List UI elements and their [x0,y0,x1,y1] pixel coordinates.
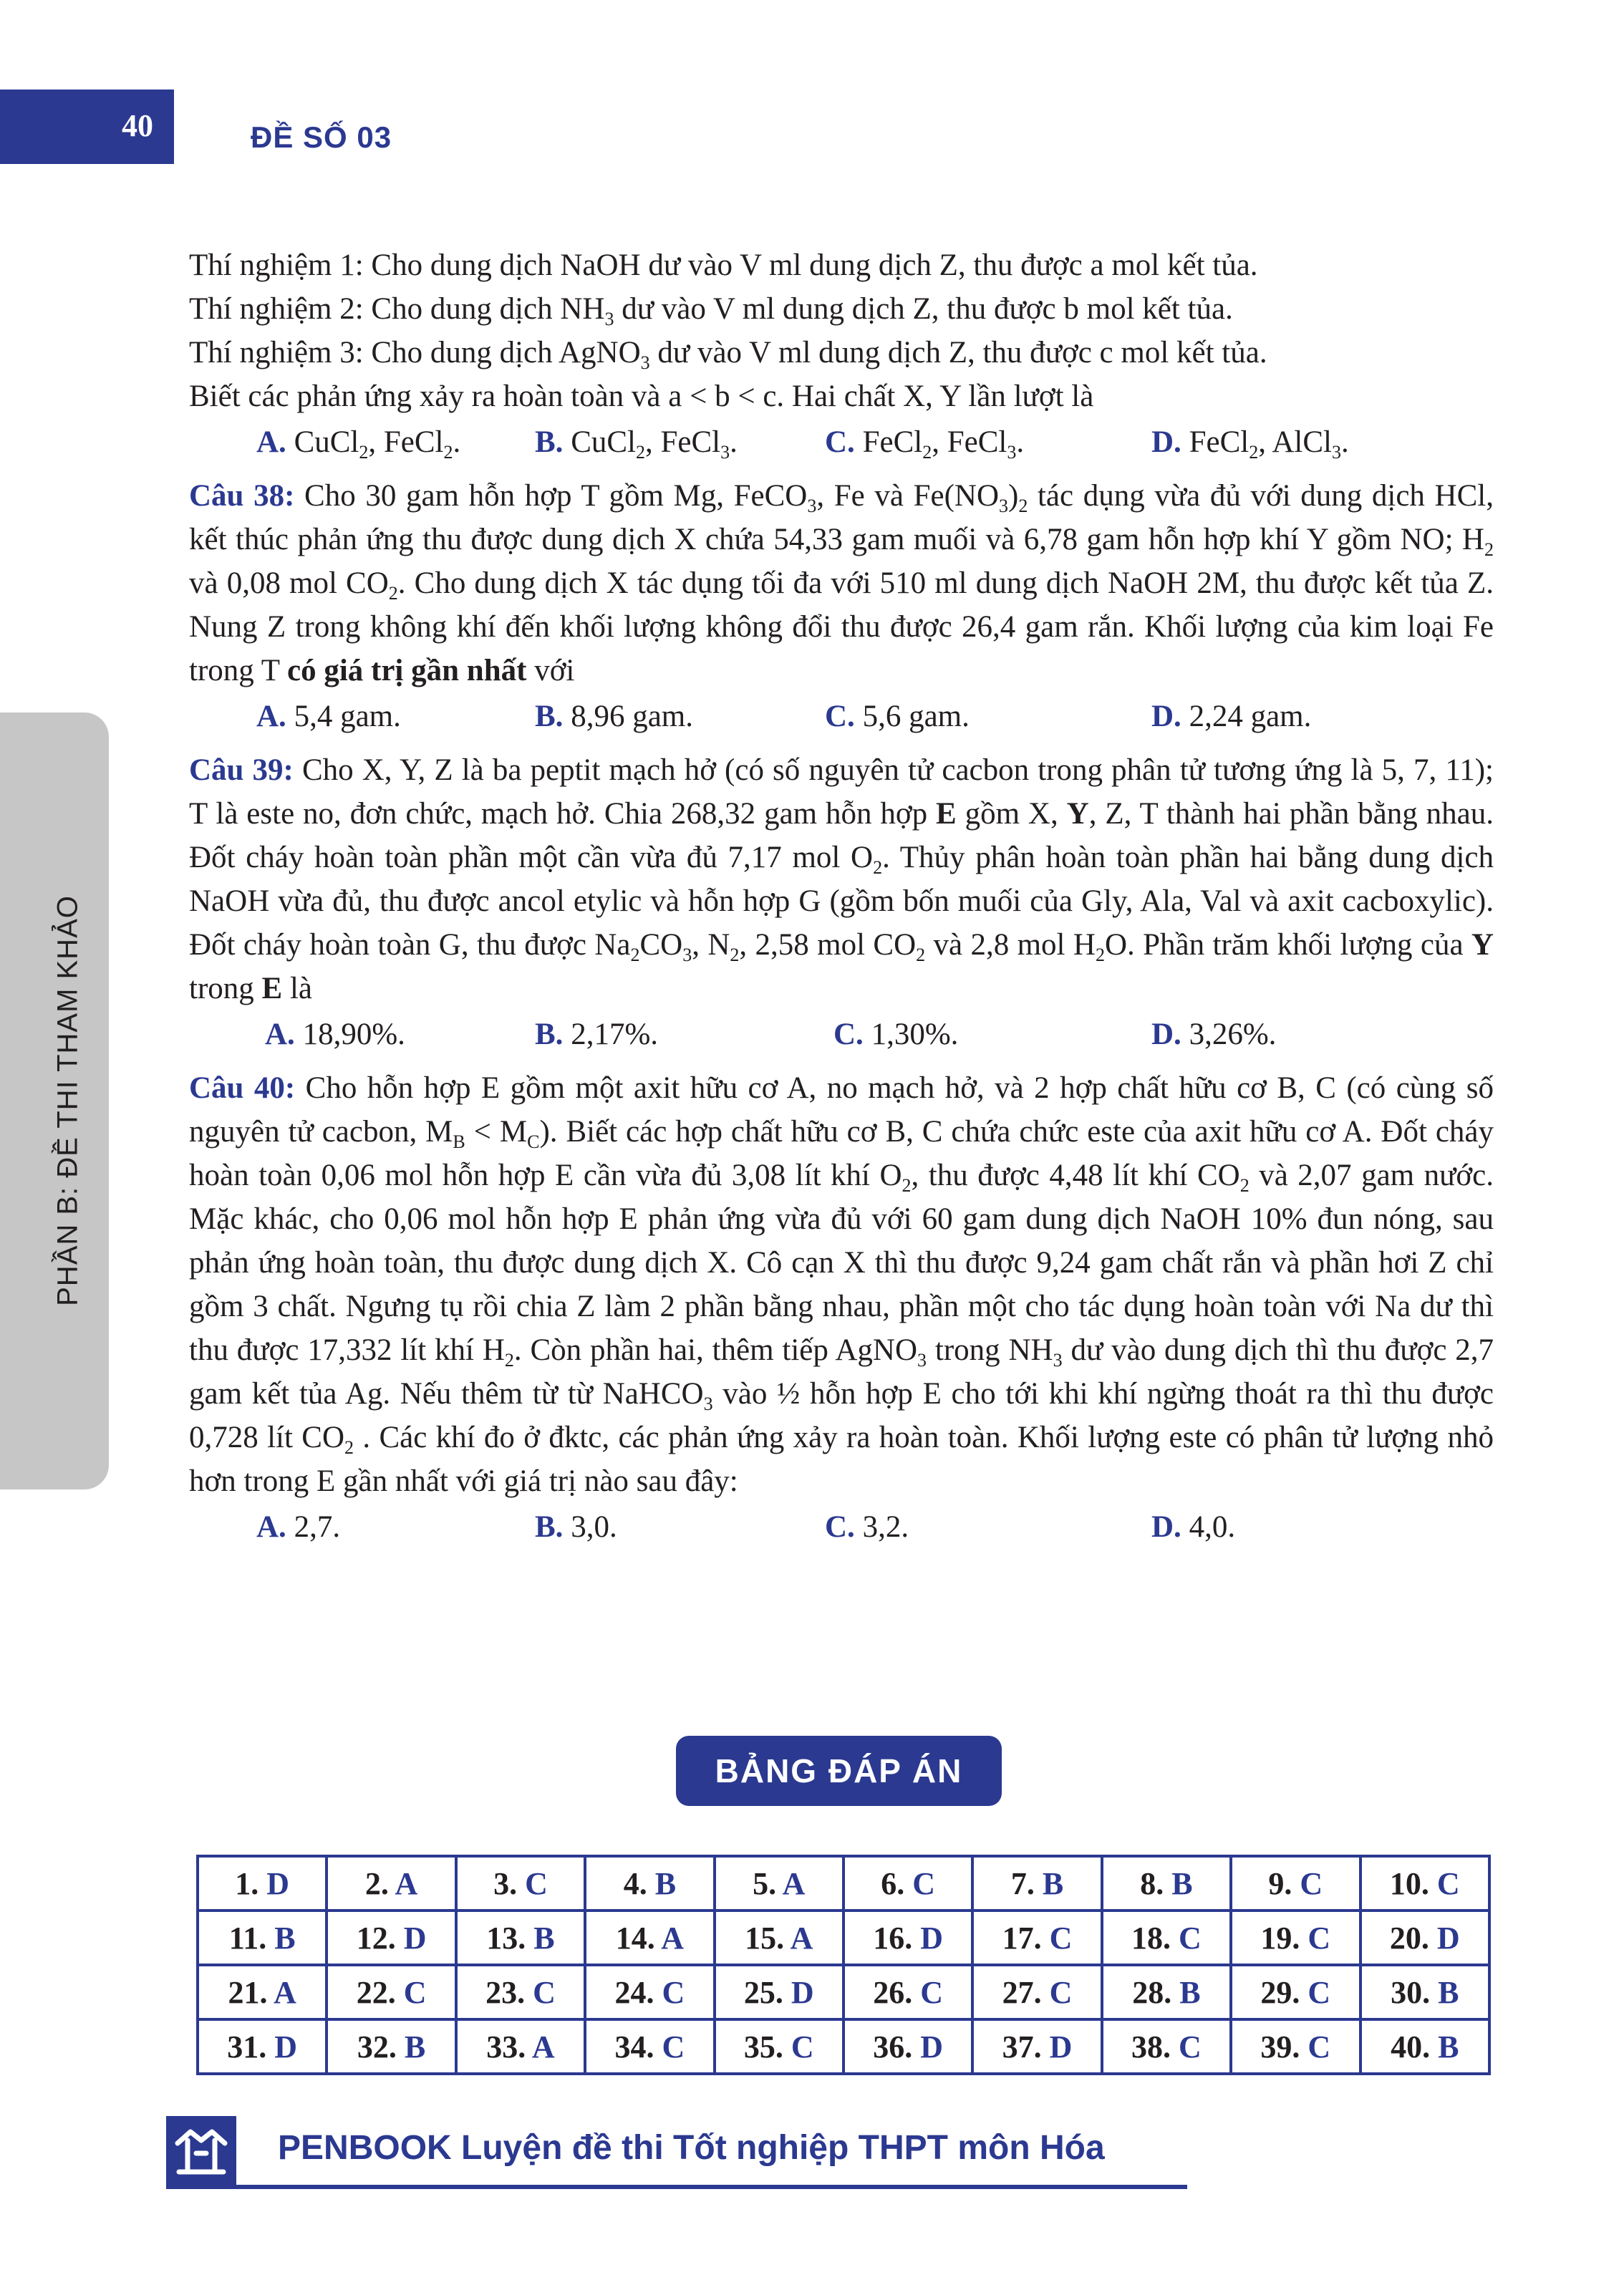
answer-cell [1360,1856,1489,1911]
answer-number: 37. [1002,2029,1042,2064]
answer-number: 34. [614,2029,654,2064]
answer-cell [585,1965,714,2019]
answer-letter: C [1049,1920,1073,1956]
answer-letter: D [920,2029,944,2064]
answer-cell [456,1911,585,1965]
footer-rule [166,2185,1187,2189]
q39-option-c[interactable]: C. 1,30%. [833,1018,959,1051]
answer-letter: C [1308,1974,1331,2010]
answer-cell [456,1856,585,1911]
answer-cell [715,2019,844,2074]
answer-number: 31. [227,2029,267,2064]
experiment-2: Thí nghiệm 2: Cho dung dịch $NH_3$ dư vào V ml dung dịch Z, thu được b mol kết tủa. [189,292,1233,329]
answer-letter: C [1179,1920,1202,1956]
answer-number: 29. [1260,1974,1300,2010]
answer-cell [456,2019,585,2074]
answer-letter: C [1308,1920,1331,1956]
answer-row [198,1911,1489,1965]
answer-number: 3. [493,1865,518,1901]
answer-number: 6. [881,1865,905,1901]
answer-letter: C [662,2029,685,2064]
answer-letter: C [1436,1865,1460,1901]
answer-cell [1102,1856,1231,1911]
answer-letter: A [395,1865,418,1901]
answer-cell [198,2019,327,2074]
answer-number: 28. [1132,1974,1172,2010]
answer-number: 1. [235,1865,259,1901]
answer-cell [1231,1856,1360,1911]
answer-letter: D [274,2029,298,2064]
answer-number: 11. [228,1920,267,1956]
answer-letter: D [1049,2029,1073,2064]
question-39: Câu 39: Cho X, Y, Z là ba peptit mạch hở (có số nguyên tử cacbon trong phân tử tương ứng là 5, 7, 11); T là este no, đơn chức, mạch hở. Chia 268,32 gam hỗn hợp E gồm X, Y, Z, T thành hai phần bằng nhau. Đốt cháy hoàn toàn phần một cần vừa đủ 7,17 mol $O_2$. Thủy phân hoàn toàn phần hai bằng dung dịch NaOH vừa đủ, thu được ancol etylic và hỗn hợp G (gồm bốn muối của Gly, Ala, Val và axit cacboxylic). Đốt cháy hoàn toàn G, thu được $Na_2CO_3$, $N_2$, 2,58 mol $CO_2$ và 2,8 mol $H_2O$. Phần trăm khối lượng của Y trong E là [189,753,1494,1005]
answer-cell [844,2019,972,2074]
q38-option-d[interactable]: D. 2,24 gam. [1151,700,1312,733]
q37-options [189,418,1494,467]
q38-options [189,692,1494,741]
answer-number: 23. [485,1974,526,2010]
answer-number: 14. [615,1920,655,1956]
answer-number: 21. [228,1974,268,2010]
answer-number: 9. [1268,1865,1292,1901]
answer-number: 17. [1002,1920,1042,1956]
answer-letter: B [1438,1974,1459,2010]
answer-letter: C [791,2029,814,2064]
answer-letter: C [662,1974,685,2010]
answer-number: 36. [873,2029,913,2064]
answer-cell [1102,2019,1231,2074]
answer-number: 20. [1389,1920,1429,1956]
answer-number: 27. [1002,1974,1042,2010]
q38-option-a[interactable]: A. 5,4 gam. [256,700,401,733]
answer-number: 10. [1389,1865,1429,1901]
answer-number: 39. [1260,2029,1300,2064]
answer-letter: D [920,1920,944,1956]
answer-cell [972,2019,1101,2074]
answer-letter: C [920,1974,944,2010]
answer-number: 30. [1391,1974,1431,2010]
answer-cell [1231,1911,1360,1965]
answer-number: 38. [1131,2029,1171,2064]
q40-option-a[interactable]: A. 2,7. [256,1510,341,1544]
answer-key-table [196,1855,1491,2075]
answer-cell [585,2019,714,2074]
q39-options [189,1010,1494,1059]
q37-option-b[interactable]: B. CuCl$_2$, FeCl$_3$. [535,425,738,463]
experiment-1: Thí nghiệm 1: Cho dung dịch NaOH dư vào V ml dung dịch Z, thu được a mol kết tủa. [189,248,1258,282]
answer-cell [1231,2019,1360,2074]
answer-letter: D [266,1865,290,1901]
answer-letter: D [403,1920,427,1956]
answer-cell [715,1856,844,1911]
q40-option-b[interactable]: B. 3,0. [535,1510,617,1544]
answer-letter: B [1171,1865,1193,1901]
answer-number: 12. [356,1920,396,1956]
answer-cell [327,1911,455,1965]
answer-letter: D [791,1974,814,2010]
answer-number: 18. [1131,1920,1171,1956]
answer-cell [972,1965,1101,2019]
answer-cell [327,1856,455,1911]
footer-text: PENBOOK Luyện đề thi Tốt nghiệp THPT môn Hóa [278,2129,1105,2167]
answer-cell [585,1911,714,1965]
answer-number: 16. [873,1920,913,1956]
q40-option-c[interactable]: C. 3,2. [825,1510,909,1544]
answer-number: 33. [486,2029,526,2064]
answer-cell [327,2019,455,2074]
answer-letter: A [531,2029,555,2064]
answer-cell [844,1856,972,1911]
answer-cell [972,1911,1101,1965]
exam-title: ĐỀ SỐ 03 [251,120,392,154]
answer-cell [198,1965,327,2019]
answer-number: 8. [1140,1865,1164,1901]
answer-cell [585,1856,714,1911]
answer-cell [715,1965,844,2019]
answer-number: 35. [743,2029,783,2064]
answer-number: 22. [356,1974,396,2010]
q40-option-d[interactable]: D. 4,0. [1151,1510,1236,1544]
answer-cell [1360,2019,1489,2074]
answer-cell [327,1965,455,2019]
q37-conclusion: Biết các phản ứng xảy ra hoàn toàn và a < b < c. Hai chất X, Y lần lượt là [189,380,1094,413]
answer-cell [844,1965,972,2019]
q40-options [189,1503,1494,1552]
answer-letter: B [654,1865,677,1901]
answer-number: 26. [873,1974,913,2010]
answer-row [198,1965,1489,2019]
penbook-logo-icon [166,2116,236,2186]
answer-letter: C [1049,1974,1073,2010]
answer-number: 13. [486,1920,526,1956]
side-section-label: PHẦN B: ĐỀ THI THAM KHẢO [52,895,84,1306]
answer-cell [198,1911,327,1965]
q39-option-a[interactable]: A. 18,90%. [265,1018,405,1051]
answer-number: 24. [614,1974,654,2010]
answer-letter: C [912,1865,936,1901]
answer-cell [1102,1911,1231,1965]
answer-cell [1231,1965,1360,2019]
answer-number: 4. [623,1865,647,1901]
answer-number: 19. [1260,1920,1300,1956]
q37-option-d[interactable]: D. FeCl$_2$, AlCl$_3$. [1151,425,1349,463]
answer-cell [715,1911,844,1965]
answer-number: 7. [1010,1865,1035,1901]
answer-letter: C [525,1865,548,1901]
answer-number: 40. [1391,2029,1431,2064]
question-content [189,243,1494,1552]
answer-letter: A [790,1920,813,1956]
answer-letter: A [782,1865,806,1901]
answer-row [198,2019,1489,2074]
page-number: 40 [122,108,153,143]
answer-letter: B [1042,1865,1064,1901]
q38-option-b[interactable]: B. 8,96 gam. [535,700,693,733]
answer-letter: C [403,1974,427,2010]
answer-letter: B [533,1920,555,1956]
answer-cell [1360,1911,1489,1965]
answer-key-title: BẢNG ĐÁP ÁN [676,1736,1002,1806]
answer-cell [1102,1965,1231,2019]
answer-letter: B [1438,2029,1459,2064]
answer-cell [972,1856,1101,1911]
answer-number: 2. [364,1865,389,1901]
answer-row [198,1856,1489,1911]
q39-option-b[interactable]: B. 2,17%. [535,1018,659,1051]
question-38: Câu 38: Cho 30 gam hỗn hợp T gồm Mg, FeCO$_3$, Fe và $Fe(NO_3)_2$ tác dụng vừa đủ với dung dịch HCl, kết thúc phản ứng thu được dung dịch X chứa 54,33 gam muối và 6,78 gam hỗn hợp khí Y gồm NO; $H_2$ và 0,08 mol $CO_2$. Cho dung dịch X tác dụng tối đa với 510 ml dung dịch NaOH 2M, thu được kết tủa Z. Nung Z trong không khí đến khối lượng không đổi thu được 26,4 gam rắn. Khối lượng của kim loại Fe trong T có giá trị gần nhất với [189,479,1494,687]
q38-option-c[interactable]: C. 5,6 gam. [825,700,970,733]
answer-letter: B [1179,1974,1201,2010]
answer-letter: B [274,1920,296,1956]
answer-number: 32. [357,2029,397,2064]
answer-letter: C [1179,2029,1202,2064]
answer-cell [456,1965,585,2019]
answer-cell [198,1856,327,1911]
answer-number: 5. [753,1865,777,1901]
answer-letter: A [274,1974,296,2010]
answer-letter: C [1300,1865,1323,1901]
answer-letter: D [1436,1920,1460,1956]
question-40: Câu 40: Cho hỗn hợp E gồm một axit hữu cơ A, no mạch hở, và 2 hợp chất hữu cơ B, C (có cùng số nguyên tử cacbon, $M_B < M_C$). Biết các hợp chất hữu cơ B, C chứa chức este của axit hữu cơ A. Đốt cháy hoàn toàn 0,06 mol hỗn hợp E cần vừa đủ 3,08 lít khí $O_2$, thu được 4,48 lít khí $CO_2$ và 2,07 gam nước. Mặc khác, cho 0,06 mol hỗn hợp E phản ứng vừa đủ với 60 gam dung dịch NaOH 10% đun nóng, sau phản ứng hoàn toàn, thu được dung dịch X. Cô cạn X thì thu được 9,24 gam chất rắn và phần hơi Z chỉ gồm 3 chất. Ngưng tụ rồi chia Z làm 2 phần bằng nhau, phần một cho tác dụng hoàn toàn với Na dư thì thu được 17,332 lít khí $H_2$. Còn phần hai, thêm tiếp AgNO$_3$ trong $NH_3$ dư vào dung dịch thì thu được 2,7 gam kết tủa Ag. Nếu thêm từ từ NaHCO$_3$ vào ½ hỗn hợp E cho tới khi khí ngừng thoát ra thì thu được 0,728 lít $CO_2$ . Các khí đo ở đktc, các phản ứng xảy ra hoàn toàn. Khối lượng este có phân tử lượng nhỏ hơn trong E gần nhất với giá trị nào sau đây: [189,1071,1494,1498]
q37-option-c[interactable]: C. FeCl$_2$, FeCl$_3$. [825,425,1025,463]
answer-letter: B [404,2029,426,2064]
answer-number: 15. [745,1920,785,1956]
answer-letter: C [1308,2029,1331,2064]
answer-letter: C [533,1974,556,2010]
answer-letter: A [661,1920,685,1956]
answer-cell [844,1911,972,1965]
experiment-3: Thí nghiệm 3: Cho dung dịch AgNO$_3$ dư vào V ml dung dịch Z, thu được c mol kết tủa. [189,336,1267,373]
answer-cell [1360,1965,1489,2019]
q37-option-a[interactable]: A. CuCl$_2$, FeCl$_2$. [256,425,461,463]
answer-number: 25. [743,1974,783,2010]
q39-option-d[interactable]: D. 3,26%. [1151,1018,1277,1051]
